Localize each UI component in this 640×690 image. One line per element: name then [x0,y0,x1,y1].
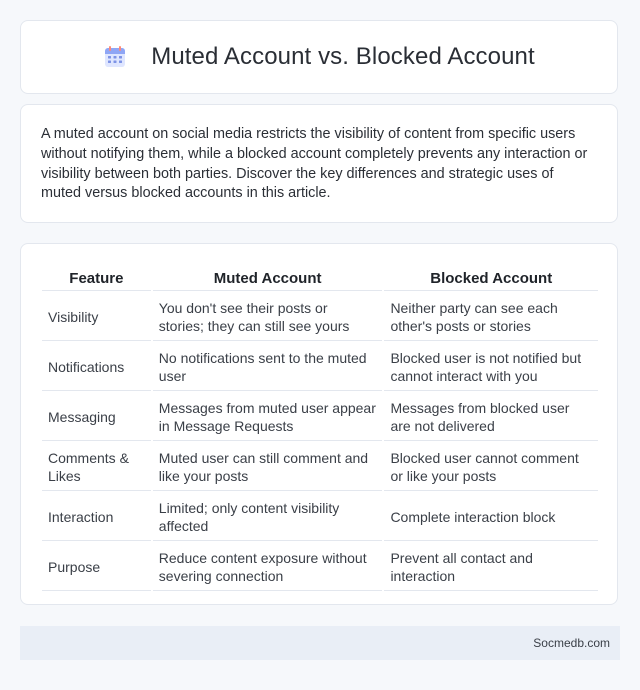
muted-cell: Reduce content exposure without severing connection [153,543,383,591]
table-row [42,543,598,591]
header-muted: Muted Account [153,266,383,291]
table-row [42,343,598,391]
table-row [42,293,598,341]
table-row [42,393,598,441]
feature-cell: Comments & Likes [42,443,151,491]
header-feature: Feature [42,266,151,291]
muted-cell: No notifications sent to the muted user [153,343,383,391]
feature-cell: Visibility [42,293,151,341]
title-wrap [103,43,535,71]
intro-paragraph: A muted account on social media restricts the visibility of content from specific users without notifying them, while a blocked account completely prevents any interaction or visibility between both parties. Discover the key differences and strategic uses of muted versus blocked accounts in this article. [41,126,588,202]
title-card [20,20,618,94]
footer [20,626,620,660]
blocked-cell: Blocked user cannot comment or like your posts [384,443,598,491]
comparison-card [20,243,618,605]
blocked-cell: Messages from blocked user are not delivered [384,393,598,441]
source-label: Socmedb.com [533,636,610,650]
table-row [42,493,598,541]
blocked-cell: Neither party can see each other's posts or stories [384,293,598,341]
blocked-cell: Complete interaction block [384,493,598,541]
page-title: Muted Account vs. Blocked Account [151,43,535,70]
blocked-cell: Prevent all contact and interaction [384,543,598,591]
feature-cell: Interaction [42,493,151,541]
blocked-cell: Blocked user is not notified but cannot interact with you [384,343,598,391]
muted-cell: Muted user can still comment and like your posts [153,443,383,491]
comparison-table [40,264,600,593]
table-row [42,443,598,491]
feature-cell: Messaging [42,393,151,441]
muted-cell: Messages from muted user appear in Message Requests [153,393,383,441]
muted-cell: Limited; only content visibility affected [153,493,383,541]
header-blocked: Blocked Account [384,266,598,291]
muted-cell: You don't see their posts or stories; they can still see yours [153,293,383,341]
table-header-row [42,266,598,291]
intro-card [20,104,618,223]
feature-cell: Notifications [42,343,151,391]
feature-cell: Purpose [42,543,151,591]
calendar-icon [103,45,127,69]
